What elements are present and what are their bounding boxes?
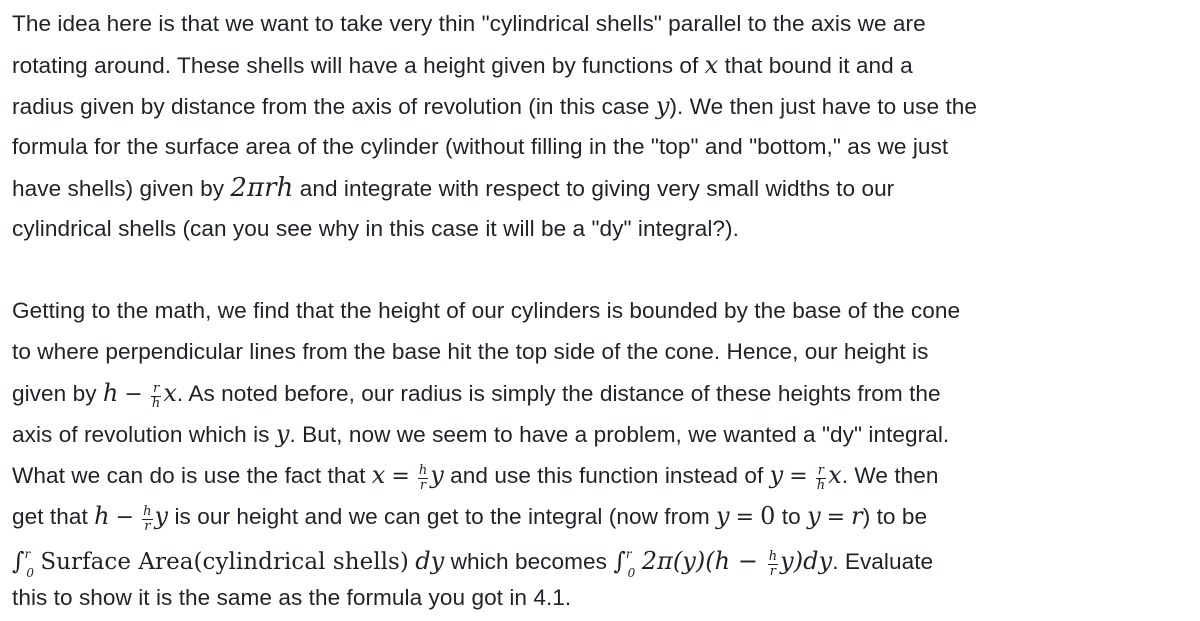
text: formula for the surface area of the cylinder (without filling in the "top" and "bottom," as we just	[12, 134, 949, 159]
math-expression: y)dy	[780, 547, 833, 575]
text: cylindrical shells (can you see why in this case it will be a "dy" integral?).	[12, 216, 739, 241]
paragraph-1-line-3	[12, 91, 977, 122]
paragraph-2-line-4	[12, 419, 949, 450]
math-expression: 2π(y)(h −	[641, 547, 766, 575]
math-number-zero: 0	[760, 502, 776, 530]
text: radius given by distance from the axis of revolution (in this case	[12, 94, 656, 119]
math-variable-x: x	[828, 461, 842, 489]
fraction-denominator: r	[769, 563, 777, 579]
math-variable-y: y	[275, 420, 290, 448]
integral-lower-limit: 0	[627, 566, 636, 581]
text: . But, now we seem to have a problem, we wanted a "dy" integral.	[289, 422, 950, 447]
integral-upper-limit: r	[625, 546, 632, 561]
math-equals: =	[391, 464, 410, 489]
math-variable-y: y	[807, 502, 821, 530]
text: is our height and we can get to the integral (now from	[168, 504, 717, 529]
text: . Evaluate	[832, 549, 934, 574]
math-minus: −	[124, 382, 143, 407]
math-integral-sign	[12, 541, 34, 586]
text: rotating around. These shells will have a height given by functions of	[12, 53, 705, 78]
text: What we can do is use the fact that	[12, 463, 372, 488]
math-equals: =	[735, 505, 755, 530]
text: . As noted before, our radius is simply the distance of these heights from the	[176, 381, 941, 406]
integral-upper-limit: r	[24, 546, 31, 561]
fraction-denominator: h	[151, 395, 161, 411]
paragraph-2-line-5	[12, 460, 939, 492]
fraction-numerator: r	[151, 382, 161, 397]
math-fraction-h-over-r	[418, 464, 428, 492]
text: which becomes	[444, 549, 614, 574]
math-variable-y: y	[655, 92, 670, 120]
fraction-denominator: r	[419, 477, 427, 493]
text: get that	[12, 504, 95, 529]
math-variable-h: h	[94, 502, 110, 530]
text: and integrate with respect to giving very small widths to our	[293, 176, 895, 201]
math-minus: −	[115, 505, 135, 530]
text: given by	[12, 381, 103, 406]
math-equals: =	[826, 505, 846, 530]
math-fraction-r-over-h	[151, 382, 161, 410]
fraction-numerator: h	[768, 548, 778, 564]
math-variable-x: x	[704, 51, 719, 79]
math-fraction-h-over-r	[768, 550, 778, 578]
text: ) to be	[862, 504, 928, 529]
integral-symbol: ∫	[613, 547, 626, 575]
math-variable-x: x	[371, 461, 386, 489]
math-variable-y: y	[430, 461, 444, 489]
paragraph-2-line-2	[12, 337, 928, 367]
fraction-numerator: r	[816, 464, 826, 479]
text: that bound it and a	[718, 53, 913, 78]
text: to	[775, 504, 808, 529]
math-integrand-text: Surface Area(cylindrical shells)	[40, 549, 409, 575]
paragraph-2-line-7	[12, 541, 933, 586]
text: ). We then just have to use the	[669, 94, 978, 119]
math-differential-dy: dy	[415, 547, 445, 575]
paragraph-2-line-3	[12, 378, 941, 410]
text: this to show it is the same as the formula you got in 4.1.	[12, 585, 572, 610]
fraction-denominator: h	[816, 477, 826, 493]
math-formula-2pirh: 2πrh	[230, 173, 294, 203]
paragraph-1-line-2	[12, 50, 913, 81]
math-integral-sign	[613, 541, 635, 586]
paragraph-2-line-6	[12, 501, 927, 533]
paragraph-2-line-8	[12, 583, 571, 613]
math-fraction-h-over-r	[142, 505, 152, 533]
text: Getting to the math, we find that the height of our cylinders is bounded by the base of the cone	[12, 298, 961, 323]
paragraph-1-line-6	[12, 214, 739, 244]
math-variable-y: y	[154, 502, 169, 530]
text: to where perpendicular lines from the base hit the top side of the cone. Hence, our height is	[12, 339, 929, 364]
math-variable-h: h	[102, 379, 119, 407]
text: axis of revolution which is	[12, 422, 276, 447]
text: . We then	[841, 463, 939, 488]
math-variable-r: r	[851, 502, 863, 530]
fraction-denominator: r	[144, 518, 151, 534]
text: The idea here is that we want to take very thin "cylindrical shells" parallel to the axis we are	[12, 11, 926, 36]
math-equals: =	[789, 464, 808, 489]
math-variable-y: y	[716, 502, 730, 530]
paragraph-2-line-1	[12, 296, 960, 326]
math-variable-x: x	[163, 379, 177, 407]
paragraph-1-line-1	[12, 9, 926, 39]
integral-lower-limit: 0	[26, 566, 35, 581]
fraction-numerator: h	[143, 503, 152, 519]
paragraph-1-line-4	[12, 132, 948, 162]
math-variable-y: y	[769, 461, 784, 489]
integral-symbol: ∫	[12, 547, 25, 575]
text: and use this function instead of	[443, 463, 770, 488]
fraction-numerator: h	[418, 462, 428, 478]
paragraph-1-line-5	[12, 173, 894, 204]
math-fraction-r-over-h	[816, 464, 826, 492]
text: have shells) given by	[12, 176, 231, 201]
